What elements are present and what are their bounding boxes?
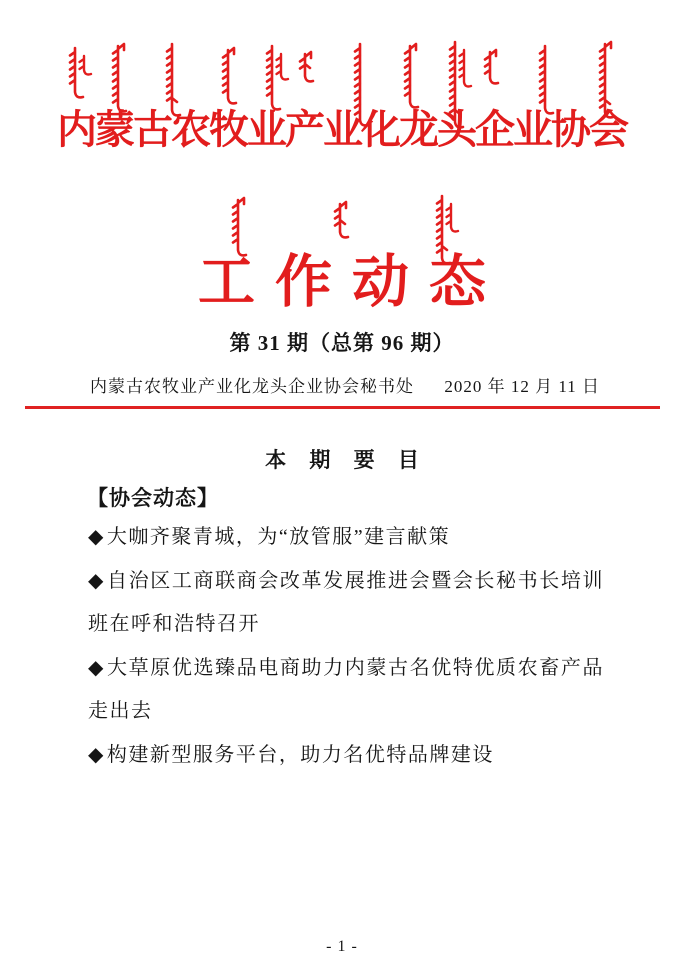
- toc-item-text: 构建新型服务平台，助力名优特品牌建设: [106, 743, 494, 766]
- diamond-bullet-icon: ◆: [88, 743, 105, 766]
- publication-date: 2020 年 12 月 11 日: [444, 377, 600, 396]
- toc-item-text: 大草原优选臻品电商助力内蒙古名优特优质农畜产品走出去: [88, 656, 604, 723]
- diamond-bullet-icon: ◆: [88, 526, 105, 548]
- toc-heading: 本 期 要 目: [265, 448, 428, 472]
- newsletter-title: 工作动态: [198, 251, 506, 314]
- section-label-association-news: 【协会动态】: [87, 487, 219, 510]
- publisher-name: 内蒙古农牧业产业化龙头企业协会秘书处: [90, 377, 414, 396]
- toc-item: [88, 560, 604, 647]
- diamond-bullet-icon: ◆: [88, 656, 105, 679]
- toc-item-list: [88, 516, 604, 778]
- masthead-divider-rule: [25, 406, 660, 409]
- toc-item: [88, 516, 604, 560]
- organization-title: 内蒙古农牧业产业化龙头企业协会: [57, 107, 627, 152]
- toc-item: [88, 734, 604, 778]
- toc-item: [88, 647, 604, 734]
- issue-number-line: 第 31 期（总第 96 期）: [229, 331, 455, 355]
- publisher-row: [90, 372, 600, 397]
- diamond-bullet-icon: ◆: [88, 569, 105, 592]
- toc-item-text: 自治区工商联商会改革发展推进会暨会长秘书长培训班在呼和浩特召开: [88, 569, 604, 636]
- page-number: - 1 -: [326, 938, 358, 955]
- toc-item-text: 大咖齐聚青城，为“放管服”建言献策: [106, 526, 451, 548]
